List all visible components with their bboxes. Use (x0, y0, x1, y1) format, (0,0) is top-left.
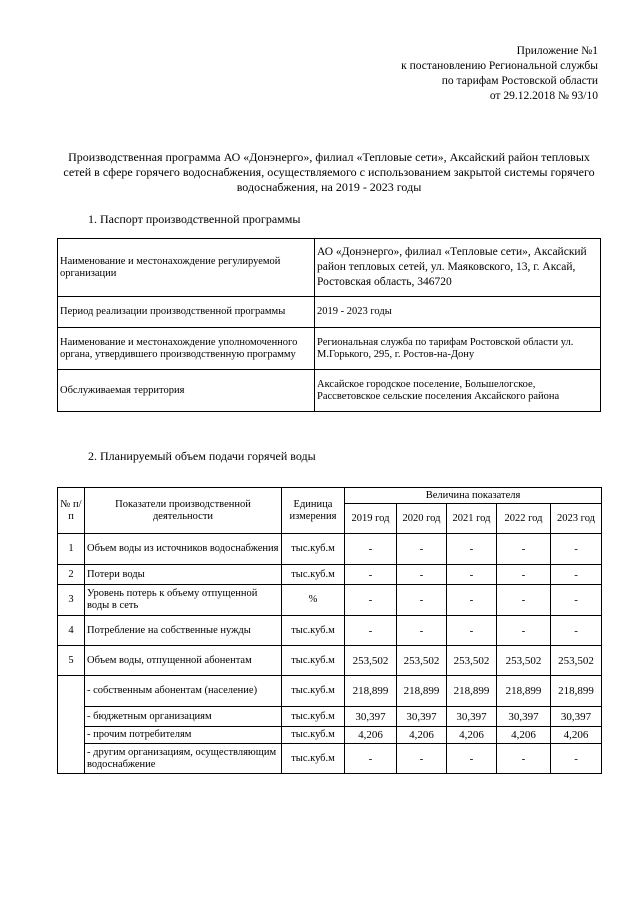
passport-label: Обслуживаемая территория (58, 370, 315, 412)
row-name: - бюджетным организациям (85, 707, 282, 727)
table-row (58, 646, 602, 676)
row-value: 253,502 (345, 646, 397, 676)
row-value: 30,397 (397, 707, 447, 727)
row-value: 253,502 (497, 646, 551, 676)
row-value: 253,502 (551, 646, 602, 676)
header-indicator: Показатели производственной деятельности (85, 488, 282, 534)
row-value: 30,397 (345, 707, 397, 727)
row-value: - (397, 616, 447, 646)
table-row (58, 565, 602, 585)
row-value: - (551, 565, 602, 585)
row-value: - (345, 616, 397, 646)
appendix-header (298, 44, 598, 104)
row-value: - (447, 616, 497, 646)
row-value: 30,397 (551, 707, 602, 727)
header-row (58, 488, 602, 504)
row-unit: тыс.куб.м (282, 707, 345, 727)
header-year: 2023 год (551, 504, 602, 534)
passport-label: Период реализации производственной программы (58, 297, 315, 328)
appendix-line-2: к постановлению Региональной службы (401, 60, 598, 72)
row-num: 5 (58, 646, 85, 676)
row-value: 218,899 (447, 676, 497, 707)
table-row (58, 534, 602, 565)
passport-value: АО «Донэнерго», филиал «Тепловые сети», Аксайский район тепловых сетей, ул. Маяковского, 13, г. Аксай, Ростовская область, 346720 (315, 239, 601, 297)
row-value: - (397, 585, 447, 616)
row-num (58, 676, 85, 774)
row-value: - (345, 565, 397, 585)
row-value: 253,502 (447, 646, 497, 676)
row-unit: тыс.куб.м (282, 565, 345, 585)
section-2-heading: 2. Планируемый объем подачи горячей воды (88, 449, 316, 463)
passport-value: Региональная служба по тарифам Ростовской области ул. М.Горького, 295, г. Ростов-на-Дону (315, 328, 601, 370)
table-row (58, 744, 602, 774)
row-value: - (551, 616, 602, 646)
row-value: - (551, 744, 602, 774)
header-year: 2021 год (447, 504, 497, 534)
row-value: - (497, 534, 551, 565)
passport-label: Наименование и местонахождение уполномоченного органа, утвердившего производственную программу (58, 328, 315, 370)
row-unit: тыс.куб.м (282, 727, 345, 744)
header-year: 2022 год (497, 504, 551, 534)
row-value: 4,206 (397, 727, 447, 744)
row-value: 218,899 (345, 676, 397, 707)
section-1-heading: 1. Паспорт производственной программы (88, 212, 301, 226)
row-unit: тыс.куб.м (282, 534, 345, 565)
row-name: Объем воды, отпущенной абонентам (85, 646, 282, 676)
row-value: - (551, 534, 602, 565)
table-row (58, 676, 602, 707)
row-num: 1 (58, 534, 85, 565)
row-name: Потери воды (85, 565, 282, 585)
table-row (58, 727, 602, 744)
row-value: - (345, 744, 397, 774)
passport-row (58, 239, 601, 297)
appendix-line-1: Приложение №1 (516, 45, 598, 57)
passport-table (57, 238, 601, 412)
header-year: 2020 год (397, 504, 447, 534)
row-name: - прочим потребителям (85, 727, 282, 744)
row-num: 3 (58, 585, 85, 616)
row-value: 4,206 (551, 727, 602, 744)
header-value: Величина показателя (345, 488, 602, 504)
row-name: Потребление на собственные нужды (85, 616, 282, 646)
table-row (58, 707, 602, 727)
row-unit: тыс.куб.м (282, 676, 345, 707)
passport-value: Аксайское городское поселение, Большелогское, Рассветовское сельские поселения Аксайского района (315, 370, 601, 412)
row-value: - (397, 565, 447, 585)
row-unit: % (282, 585, 345, 616)
row-value: 218,899 (551, 676, 602, 707)
passport-row (58, 370, 601, 412)
row-value: - (447, 585, 497, 616)
row-value: - (345, 585, 397, 616)
row-name: - собственным абонентам (население) (85, 676, 282, 707)
volume-table (57, 487, 602, 774)
passport-row (58, 328, 601, 370)
row-unit: тыс.куб.м (282, 646, 345, 676)
row-num: 2 (58, 565, 85, 585)
row-value: 218,899 (397, 676, 447, 707)
passport-row (58, 297, 601, 328)
row-value: - (447, 565, 497, 585)
row-value: 30,397 (447, 707, 497, 727)
table-row (58, 585, 602, 616)
table-row (58, 616, 602, 646)
row-value: 253,502 (397, 646, 447, 676)
row-value: 30,397 (497, 707, 551, 727)
row-name: Уровень потерь к объему отпущенной воды в сеть (85, 585, 282, 616)
header-year: 2019 год (345, 504, 397, 534)
header-unit: Единица измерения (282, 488, 345, 534)
row-name: Объем воды из источников водоснабжения (85, 534, 282, 565)
row-value: - (497, 585, 551, 616)
row-unit: тыс.куб.м (282, 616, 345, 646)
passport-value: 2019 - 2023 годы (315, 297, 601, 328)
appendix-line-4: от 29.12.2018 № 93/10 (489, 90, 598, 102)
row-value: - (497, 744, 551, 774)
row-value: 4,206 (497, 727, 551, 744)
row-value: 4,206 (345, 727, 397, 744)
row-value: - (397, 744, 447, 774)
header-num: № п/п (58, 488, 85, 534)
row-value: - (447, 744, 497, 774)
appendix-line-3: по тарифам Ростовской области (441, 75, 598, 87)
passport-label: Наименование и местонахождение регулируемой организации (58, 239, 315, 297)
row-value: - (551, 585, 602, 616)
row-unit: тыс.куб.м (282, 744, 345, 774)
row-value: - (345, 534, 397, 565)
row-value: 4,206 (447, 727, 497, 744)
row-name: - другим организациям, осуществляющим водоснабжение (85, 744, 282, 774)
row-num: 4 (58, 616, 85, 646)
row-value: - (397, 534, 447, 565)
row-value: - (497, 565, 551, 585)
row-value: - (497, 616, 551, 646)
row-value: - (447, 534, 497, 565)
document-title: Производственная программа АО «Донэнерго», филиал «Тепловые сети», Аксайский район тепловых сетей в сфере горячего водоснабжения, осуществляемого с использованием закрытой системы горячего водоснабжения, на 2019 - 2023 годы (63, 150, 595, 194)
row-value: 218,899 (497, 676, 551, 707)
